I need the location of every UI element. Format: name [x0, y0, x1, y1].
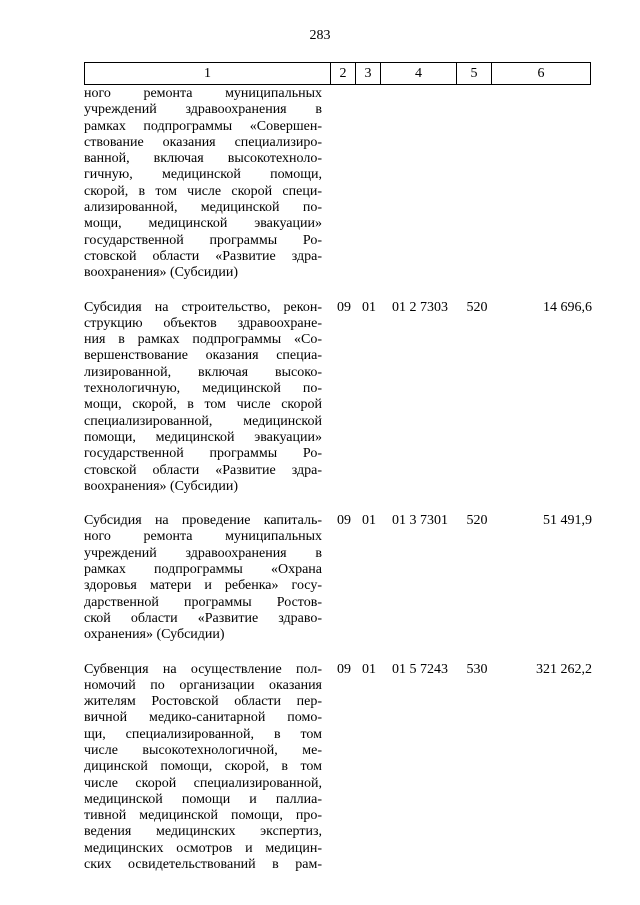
- description-line: мощи, медицинской эвакуации»: [84, 216, 322, 232]
- row-description: [84, 513, 322, 643]
- description-line: дицинской помощи, скорой, в том: [84, 759, 322, 775]
- description-line: Субсидия на строительство, рекон-: [84, 299, 322, 315]
- target-article-code: 01 3 7301: [392, 513, 448, 529]
- description-line: воохранения» (Субсидии): [84, 265, 239, 281]
- description-line: ния в рамках подпрограммы «Со-: [84, 332, 322, 348]
- description-line: государственной программы Ро-: [84, 232, 322, 248]
- description-line: лизированной, включая высоко-: [84, 364, 322, 380]
- description-line: специализированной, медицинской: [84, 413, 322, 429]
- description-line: ских освидетельствований в рам-: [84, 857, 322, 873]
- description-line: струкцию объектов здравоохране-: [84, 315, 322, 331]
- subsection-code: 01: [362, 299, 376, 315]
- description-line: ствование оказания специализиро-: [84, 134, 322, 150]
- amount: 14 696,6: [543, 299, 592, 315]
- description-line: стовской области «Развитие здра-: [84, 462, 322, 478]
- description-line: учреждений здравоохранения в: [84, 102, 322, 118]
- table-row: [84, 86, 598, 282]
- target-article-code: 01 5 7243: [392, 661, 448, 677]
- expense-type-code: 520: [466, 513, 488, 529]
- description-line: числе высокотехнологичной, ме-: [84, 742, 322, 758]
- description-line: здоровья матери и ребенка» госу-: [84, 578, 322, 594]
- row-description: [84, 300, 322, 496]
- description-line: номочий по организации оказания: [84, 677, 322, 693]
- target-article-code: 01 2 7303: [392, 299, 448, 315]
- column-header-5: 5: [457, 63, 492, 85]
- row-description: [84, 86, 322, 282]
- description-line: жителям Ростовской области пер-: [84, 694, 322, 710]
- description-line: мощи, скорой, в том числе скорой: [84, 397, 322, 413]
- description-line: государственной программы Ро-: [84, 446, 322, 462]
- table-row: [84, 662, 598, 874]
- section-code: 09: [337, 513, 351, 529]
- expense-type-code: 530: [466, 661, 488, 677]
- description-line: ведения медицинских экспертиз,: [84, 824, 322, 840]
- column-header-6: 6: [492, 63, 591, 85]
- table-row: [84, 513, 598, 643]
- column-header-table: [84, 62, 591, 85]
- description-line: ного ремонта муниципальных: [84, 529, 322, 545]
- row-description: [84, 662, 322, 874]
- description-line: Субсидия на проведение капиталь-: [84, 513, 322, 529]
- description-line: помощи, медицинской эвакуации»: [84, 429, 322, 445]
- description-line: рамках подпрограммы «Совершен-: [84, 118, 322, 134]
- description-line: ного ремонта муниципальных: [84, 86, 322, 101]
- column-header-4: 4: [381, 63, 457, 85]
- section-code: 09: [337, 299, 351, 315]
- column-header-row: [85, 63, 591, 85]
- description-line: тивной медицинской помощи, про-: [84, 808, 322, 824]
- subsection-code: 01: [362, 513, 376, 529]
- amount: 321 262,2: [536, 661, 592, 677]
- description-line: вершенствование оказания специа-: [84, 348, 322, 364]
- amount: 51 491,9: [543, 513, 592, 529]
- description-line: воохранения» (Субсидии): [84, 478, 239, 494]
- description-line: дарственной программы Ростов-: [84, 594, 322, 610]
- description-line: учреждений здравоохранения в: [84, 545, 322, 561]
- table-row: [84, 300, 598, 496]
- page-number: 283: [309, 28, 331, 43]
- column-header-1: 1: [85, 63, 331, 85]
- description-line: ской области «Развитие здраво-: [84, 610, 322, 626]
- column-header-3: 3: [356, 63, 381, 85]
- description-line: числе скорой специализированной,: [84, 775, 322, 791]
- description-line: стовской области «Развитие здра-: [84, 248, 322, 264]
- description-line: технологичную, медицинской по-: [84, 381, 322, 397]
- description-line: ализированной, медицинской по-: [84, 200, 322, 216]
- description-line: ванной, включая высокотехноло-: [84, 151, 322, 167]
- description-line: щи, специализированной, в том: [84, 726, 322, 742]
- expense-type-code: 520: [466, 299, 488, 315]
- description-line: скорой, в том числе скорой специ-: [84, 183, 322, 199]
- description-line: гичную, медицинской помощи,: [84, 167, 322, 183]
- description-line: вичной медико-санитарной помо-: [84, 710, 322, 726]
- description-line: рамках подпрограммы «Охрана: [84, 562, 322, 578]
- description-line: Субвенция на осуществление пол-: [84, 661, 322, 677]
- subsection-code: 01: [362, 661, 376, 677]
- description-line: медицинской помощи и паллиа-: [84, 791, 322, 807]
- column-header-2: 2: [331, 63, 356, 85]
- section-code: 09: [337, 661, 351, 677]
- description-line: охранения» (Субсидии): [84, 627, 225, 643]
- description-line: медицинских осмотров и медицин-: [84, 840, 322, 856]
- budget-rows: [84, 86, 598, 891]
